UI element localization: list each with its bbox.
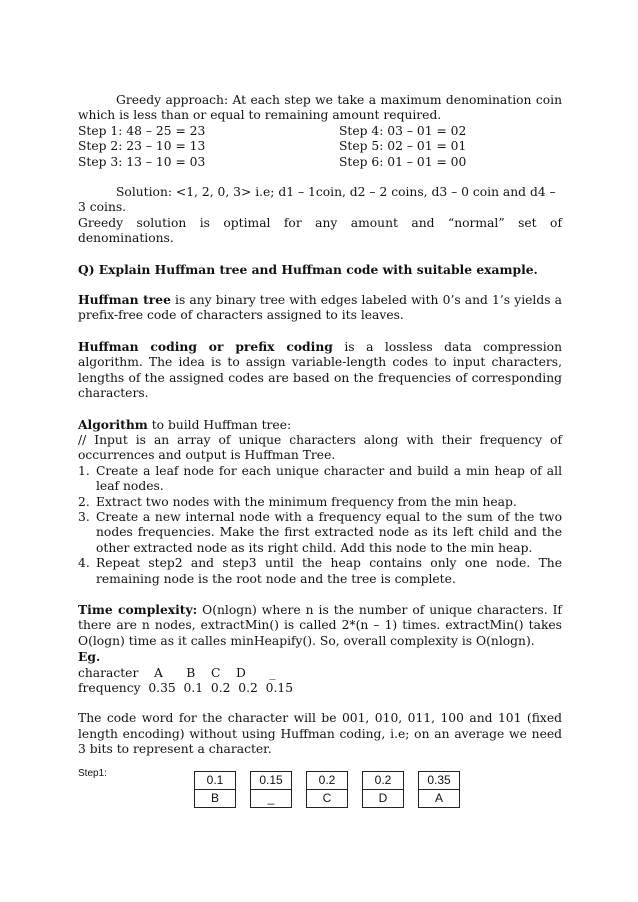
time-complexity	[78, 602, 562, 649]
heap-node	[362, 771, 404, 808]
step-text: Repeat step2 and step3 until the heap contains only one node. The remaining node is the root node and the tree is complete.	[96, 556, 562, 586]
algorithm-comment: // Input is an array of unique characters along with their frequency of occurrences and output is Huffman Tree.	[78, 432, 562, 463]
step1-label: Step1:	[78, 767, 107, 779]
node-character: A	[434, 791, 443, 805]
character-row: character A B C D _	[78, 665, 276, 680]
greedy-solution: Solution: <1, 2, 0, 3> i.e; d1 – 1coin, d2 – 2 coins, d3 – 0 coin and d4 – 3 coins.	[78, 185, 556, 215]
greedy-step: Step 3: 13 – 10 = 03	[78, 154, 206, 169]
huffman-coding-term: Huffman coding or prefix coding	[78, 338, 333, 354]
huffman-tree-term: Huffman tree	[78, 292, 171, 308]
huffman-tree-definition	[78, 292, 562, 324]
greedy-intro: Greedy approach: At each step we take a maximum denomination coin which is less than or equal to remaining amount required.	[78, 93, 562, 123]
question-heading: Q) Explain Huffman tree and Huffman code with suitable example.	[78, 261, 538, 277]
time-complexity-term: Time complexity:	[78, 601, 198, 617]
algorithm-term: Algorithm	[78, 416, 148, 432]
list-item	[78, 495, 562, 510]
node-frequency: 0.1	[195, 772, 235, 790]
step-text: Extract two nodes with the minimum frequency from the min heap.	[96, 494, 517, 509]
node-character: _	[267, 791, 275, 805]
page-content	[78, 93, 562, 781]
heap-node	[194, 771, 236, 808]
step-text: Create a leaf node for each unique character and build a min heap of all leaf nodes.	[96, 463, 562, 494]
greedy-step: Step 5: 02 – 01 = 01	[339, 139, 467, 154]
list-item	[78, 510, 562, 556]
node-character: D	[378, 791, 388, 805]
greedy-step: Step 2: 23 – 10 = 13	[78, 139, 206, 154]
step1-nodes	[194, 771, 474, 808]
greedy-step: Step 6: 01 – 01 = 00	[339, 154, 467, 169]
heap-node	[418, 771, 460, 808]
node-frequency: 0.15	[251, 772, 291, 790]
step-text: Create a new internal node with a frequency equal to the sum of the two nodes frequencies. Make the first extracted node as its left child and the other extracted node as its right child. Add this node to the min heap.	[96, 509, 562, 555]
heap-node	[306, 771, 348, 808]
node-frequency: 0.2	[307, 772, 347, 790]
node-character: C	[322, 791, 332, 805]
node-frequency: 0.2	[363, 772, 403, 790]
codeword-paragraph: The code word for the character will be 001, 010, 011, 100 and 101 (fixed length encoding) without using Huffman coding, i.e; on an average we need 3 bits to represent a character.	[78, 711, 562, 757]
greedy-optimal: Greedy solution is optimal for any amount and “normal” set of denominations.	[78, 215, 562, 246]
time-complexity-text: O(nlogn) where n is the number of unique characters. If there are n nodes, extractMin() is called 2*(n – 1) times. extractMin() takes O(logn) time as it calles minHeapify(). So, overall complexity is O(nlogn).	[78, 602, 562, 648]
huffman-coding-definition	[78, 339, 562, 402]
example-label	[78, 649, 562, 665]
step-number: 3.	[78, 509, 90, 524]
huffman-coding-text: is a lossless data compression algorithm. The idea is to assign variable-length codes to input characters, lengths of the assigned codes are based on the frequencies of corresponding characters.	[78, 339, 562, 401]
greedy-step: Step 4: 03 – 01 = 02	[339, 123, 467, 138]
node-frequency: 0.35	[419, 772, 459, 790]
algorithm-heading-text: to build Huffman tree:	[147, 417, 292, 432]
heap-node	[250, 771, 292, 808]
greedy-step: Step 1: 48 – 25 = 23	[78, 123, 206, 138]
example-label-text: Eg.	[78, 649, 101, 665]
frequency-row: frequency 0.35 0.1 0.2 0.2 0.15	[78, 681, 294, 695]
huffman-tree-text: is any binary tree with edges labeled with 0’s and 1’s yields a prefix-free code of characters assigned to its leaves.	[78, 293, 562, 323]
step-number: 4.	[78, 556, 90, 571]
greedy-steps	[78, 124, 562, 170]
step-number: 2.	[78, 494, 90, 509]
algorithm-heading	[78, 417, 562, 433]
node-character: B	[210, 791, 219, 805]
list-item	[78, 556, 562, 587]
step-number: 1.	[78, 463, 90, 478]
list-item	[78, 464, 562, 495]
algorithm-steps	[78, 464, 562, 587]
